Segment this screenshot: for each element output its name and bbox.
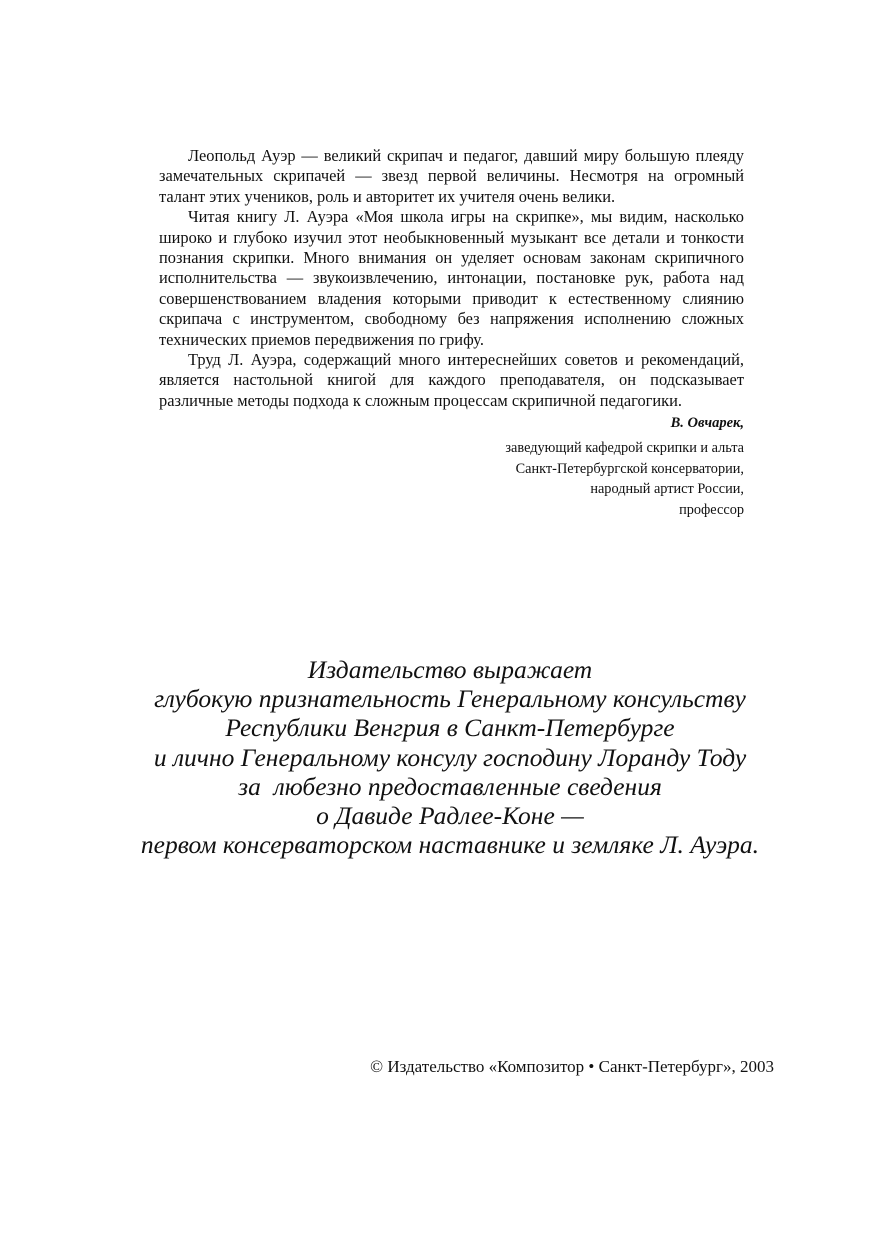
signature-name: В. Овчарек,: [670, 415, 744, 432]
acknowledgement-line: Издательство выражает: [307, 655, 593, 684]
signature-block: [159, 413, 744, 520]
signature-title-line: народный артист России,: [590, 481, 744, 498]
signature-title-line: заведующий кафедрой скрипки и альта: [505, 440, 744, 457]
acknowledgement-line: Республики Венгрия в Санкт-Петербурге: [225, 713, 675, 743]
publisher-acknowledgement: [100, 655, 800, 859]
foreword-paragraph-3: Труд Л. Ауэра, содержащий много интереснейших советов и рекомендаций, является настольной книгой для каждого преподавателя, он подсказывает различные методы подхода к сложным процессам скрипичной педагогики.: [159, 350, 744, 410]
acknowledgement-line: глубокую признательность Генеральному консульству: [154, 684, 746, 714]
foreword: [159, 146, 744, 520]
copyright-notice: © Издательство «Композитор • Санкт-Петербург», 2003: [370, 1057, 774, 1076]
acknowledgement-line: первом консерваторском наставнике и земляке Л. Ауэра.: [140, 830, 760, 860]
acknowledgement-line: и лично Генеральному консулу господину Лоранду Тоду: [153, 742, 747, 772]
acknowledgement-line: за любезно предоставленные сведения: [238, 771, 662, 801]
signature-title-line: профессор: [679, 501, 744, 518]
signature-title-line: Санкт-Петербургской консерватории,: [515, 460, 744, 477]
foreword-paragraph-1: Леопольд Ауэр — великий скрипач и педагог, давший миру большую плеяду замечательных скрипачей — звезд первой величины. Несмотря на огромный талант этих учеников, роль и авторитет их учителя очень велики.: [159, 146, 744, 206]
signature-titles: [159, 438, 744, 520]
foreword-paragraph-2: Читая книгу Л. Ауэра «Моя школа игры на скрипке», мы видим, насколько широко и глубоко изучил этот необыкновенный музыкант все детали и тонкости познания скрипки. Много внимания он уделяет основам законам скрипичного исполнительства — звукоизвлечению, интонации, постановке рук, работа над совершенствованием владения которыми приводит к естественному слиянию скрипача с инструментом, свободному без напряжения исполнению сложных технических приемов передвижения по грифу.: [159, 207, 744, 349]
acknowledgement-line: о Давиде Радлее-Коне —: [316, 801, 584, 831]
